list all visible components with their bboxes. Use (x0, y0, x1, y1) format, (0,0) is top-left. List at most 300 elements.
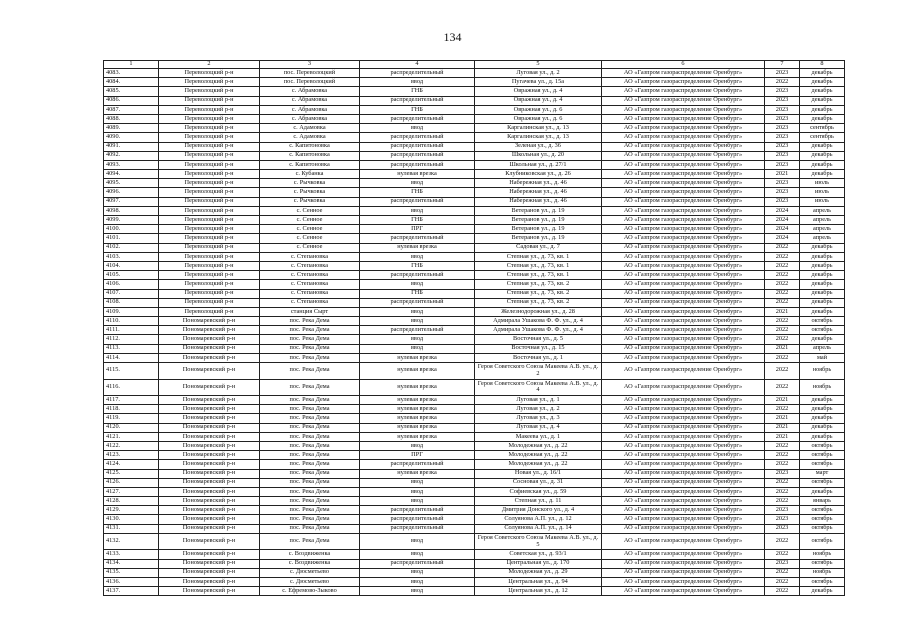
district-cell: Переволоцкий р-н (159, 179, 260, 188)
district-cell: Пономаревский р-н (159, 379, 260, 396)
organization-cell: АО «Газпром газораспределение Оренбург» (602, 587, 765, 596)
month-cell: апрель (800, 234, 845, 243)
district-cell: Переволоцкий р-н (159, 78, 260, 87)
table-row (104, 423, 845, 432)
month-cell: июль (800, 179, 845, 188)
month-cell: декабрь (800, 142, 845, 151)
district-cell: Пономаревский р-н (159, 405, 260, 414)
month-cell: ноябрь (800, 550, 845, 559)
locality-cell: с. Капитоновка (260, 151, 360, 160)
locality-cell: с. Капитоновка (260, 142, 360, 151)
connection-type-cell: распределительный (360, 133, 475, 142)
row-number-cell: 4110. (104, 317, 159, 326)
month-cell: декабрь (800, 280, 845, 289)
month-cell: апрель (800, 216, 845, 225)
organization-cell: АО «Газпром газораспределение Оренбург» (602, 344, 765, 353)
table-row (104, 133, 845, 142)
locality-cell: с. Кубанка (260, 170, 360, 179)
connection-type-cell: распределительный (360, 96, 475, 105)
row-number-cell: 4085. (104, 87, 159, 96)
district-cell: Переволоцкий р-н (159, 252, 260, 261)
district-cell: Пономаревский р-н (159, 469, 260, 478)
district-cell: Пономаревский р-н (159, 423, 260, 432)
connection-type-cell: ГНБ (360, 289, 475, 298)
year-cell: 2023 (765, 515, 800, 524)
table-row (104, 396, 845, 405)
locality-cell: с. Сенное (260, 234, 360, 243)
district-cell: Пономаревский р-н (159, 344, 260, 353)
row-number-cell: 4121. (104, 432, 159, 441)
year-cell: 2024 (765, 234, 800, 243)
month-cell: декабрь (800, 405, 845, 414)
table-row (104, 577, 845, 586)
organization-cell: АО «Газпром газораспределение Оренбург» (602, 151, 765, 160)
locality-cell: пос. Река Дема (260, 405, 360, 414)
district-cell: Пономаревский р-н (159, 353, 260, 362)
organization-cell: АО «Газпром газораспределение Оренбург» (602, 133, 765, 142)
year-cell: 2023 (765, 133, 800, 142)
month-cell: декабрь (800, 414, 845, 423)
locality-cell: с. Адамовка (260, 133, 360, 142)
year-cell: 2022 (765, 326, 800, 335)
year-cell: 2022 (765, 78, 800, 87)
organization-cell: АО «Газпром газораспределение Оренбург» (602, 197, 765, 206)
address-cell: Молодежная ул., д. 22 (475, 451, 602, 460)
organization-cell: АО «Газпром газораспределение Оренбург» (602, 577, 765, 586)
district-cell: Переволоцкий р-н (159, 114, 260, 123)
table-row (104, 478, 845, 487)
connection-type-cell: ввод (360, 344, 475, 353)
month-cell: декабрь (800, 151, 845, 160)
table-row (104, 379, 845, 396)
row-number-cell: 4103. (104, 252, 159, 261)
year-cell: 2023 (765, 96, 800, 105)
locality-cell: с. Ефремово-Зыково (260, 587, 360, 596)
month-cell: декабрь (800, 243, 845, 252)
organization-cell: АО «Газпром газораспределение Оренбург» (602, 206, 765, 215)
organization-cell: АО «Газпром газораспределение Оренбург» (602, 460, 765, 469)
district-cell: Переволоцкий р-н (159, 124, 260, 133)
locality-cell: пос. Река Дема (260, 396, 360, 405)
connection-type-cell: ввод (360, 307, 475, 316)
month-cell: декабрь (800, 423, 845, 432)
district-cell: Переволоцкий р-н (159, 188, 260, 197)
district-cell: Пономаревский р-н (159, 487, 260, 496)
district-cell: Переволоцкий р-н (159, 216, 260, 225)
locality-cell: пос. Река Дема (260, 432, 360, 441)
locality-cell: с. Капитоновка (260, 160, 360, 169)
table-row (104, 405, 845, 414)
organization-cell: АО «Газпром газораспределение Оренбург» (602, 142, 765, 151)
locality-cell: с. Абрамовка (260, 87, 360, 96)
address-cell: Макеева ул., д. 1 (475, 432, 602, 441)
month-cell: декабрь (800, 307, 845, 316)
locality-cell: пос. Переволоцкий (260, 78, 360, 87)
address-cell: Клубниковская ул., д. 26 (475, 170, 602, 179)
organization-cell: АО «Газпром газораспределение Оренбург» (602, 451, 765, 460)
connection-type-cell: ввод (360, 280, 475, 289)
connection-type-cell: ввод (360, 179, 475, 188)
organization-cell: АО «Газпром газораспределение Оренбург» (602, 441, 765, 450)
address-cell: Зеленая ул., д. 36 (475, 142, 602, 151)
header-cell: 1 (104, 61, 159, 69)
year-cell: 2024 (765, 225, 800, 234)
year-cell: 2023 (765, 559, 800, 568)
connection-type-cell: распределительный (360, 160, 475, 169)
organization-cell: АО «Газпром газораспределение Оренбург» (602, 559, 765, 568)
row-number-cell: 4102. (104, 243, 159, 252)
organization-cell: АО «Газпром газораспределение Оренбург» (602, 225, 765, 234)
connection-type-cell: ПРГ (360, 225, 475, 234)
organization-cell: АО «Газпром газораспределение Оренбург» (602, 160, 765, 169)
row-number-cell: 4122. (104, 441, 159, 450)
table-row (104, 96, 845, 105)
year-cell: 2023 (765, 179, 800, 188)
organization-cell: АО «Газпром газораспределение Оренбург» (602, 550, 765, 559)
table-row (104, 206, 845, 215)
address-cell: Овражная ул., д. 6 (475, 105, 602, 114)
connection-type-cell: нулевая врезка (360, 379, 475, 396)
address-cell: Луговая ул., д. 1 (475, 396, 602, 405)
year-cell: 2022 (765, 441, 800, 450)
district-cell: Переволоцкий р-н (159, 289, 260, 298)
address-cell: Героя Советского Союза Макеева А.В. ул., д. 5 (475, 533, 602, 550)
year-cell: 2022 (765, 335, 800, 344)
year-cell: 2023 (765, 188, 800, 197)
connection-type-cell: ГНБ (360, 105, 475, 114)
locality-cell: с. Дюсметьево (260, 577, 360, 586)
district-cell: Пономаревский р-н (159, 524, 260, 533)
address-cell: Каргалинская ул., д. 13 (475, 124, 602, 133)
address-cell: Молодежная ул., д. 22 (475, 460, 602, 469)
district-cell: Пономаревский р-н (159, 497, 260, 506)
address-cell: Луговая ул., д. 4 (475, 423, 602, 432)
locality-cell: с. Степановка (260, 280, 360, 289)
organization-cell: АО «Газпром газораспределение Оренбург» (602, 124, 765, 133)
organization-cell: АО «Газпром газораспределение Оренбург» (602, 216, 765, 225)
month-cell: май (800, 353, 845, 362)
year-cell: 2022 (765, 353, 800, 362)
address-cell: Ветеранов ул., д. 19 (475, 234, 602, 243)
year-cell: 2021 (765, 396, 800, 405)
connection-type-cell: ввод (360, 206, 475, 215)
table-row (104, 335, 845, 344)
row-number-cell: 4115. (104, 363, 159, 380)
year-cell: 2022 (765, 451, 800, 460)
district-cell: Переволоцкий р-н (159, 142, 260, 151)
district-cell: Переволоцкий р-н (159, 261, 260, 270)
organization-cell: АО «Газпром газораспределение Оренбург» (602, 280, 765, 289)
row-number-cell: 4095. (104, 179, 159, 188)
locality-cell: с. Воздвиженка (260, 559, 360, 568)
district-cell: Переволоцкий р-н (159, 96, 260, 105)
year-cell: 2022 (765, 243, 800, 252)
address-cell: Солуянова А.П. ул., д. 14 (475, 524, 602, 533)
address-cell: Восточная ул., д. 5 (475, 335, 602, 344)
organization-cell: АО «Газпром газораспределение Оренбург» (602, 533, 765, 550)
organization-cell: АО «Газпром газораспределение Оренбург» (602, 497, 765, 506)
month-cell: декабрь (800, 432, 845, 441)
connection-type-cell: ввод (360, 550, 475, 559)
district-cell: Пономаревский р-н (159, 568, 260, 577)
district-cell: Пономаревский р-н (159, 432, 260, 441)
month-cell: октябрь (800, 478, 845, 487)
organization-cell: АО «Газпром газораспределение Оренбург» (602, 78, 765, 87)
address-cell: Центральная ул., д. 12 (475, 587, 602, 596)
district-cell: Пономаревский р-н (159, 414, 260, 423)
connection-type-cell: распределительный (360, 69, 475, 78)
address-cell: Советская ул., д. 93/1 (475, 550, 602, 559)
connection-type-cell: ГНБ (360, 216, 475, 225)
row-number-cell: 4131. (104, 524, 159, 533)
address-cell: Адмирала Ушакова Ф. Ф. ул., д. 4 (475, 317, 602, 326)
organization-cell: АО «Газпром газораспределение Оренбург» (602, 179, 765, 188)
connection-type-cell: распределительный (360, 234, 475, 243)
address-cell: Героя Советского Союза Макеева А.В. ул., д. 2 (475, 363, 602, 380)
district-cell: Пономаревский р-н (159, 550, 260, 559)
month-cell: декабрь (800, 69, 845, 78)
year-cell: 2023 (765, 151, 800, 160)
connection-type-cell: нулевая врезка (360, 469, 475, 478)
year-cell: 2022 (765, 577, 800, 586)
district-cell: Пономаревский р-н (159, 515, 260, 524)
organization-cell: АО «Газпром газораспределение Оренбург» (602, 298, 765, 307)
address-cell: Ветеранов ул., д. 19 (475, 225, 602, 234)
address-cell: Степная ул., д. 73, кв. 1 (475, 271, 602, 280)
row-number-cell: 4091. (104, 142, 159, 151)
connection-type-cell: ввод (360, 252, 475, 261)
locality-cell: пос. Река Дема (260, 524, 360, 533)
row-number-cell: 4132. (104, 533, 159, 550)
address-cell: Набережная ул., д. 46 (475, 179, 602, 188)
table-row (104, 559, 845, 568)
address-cell: Степная ул., д. 73, кв. 1 (475, 261, 602, 270)
month-cell: октябрь (800, 577, 845, 586)
district-cell: Пономаревский р-н (159, 587, 260, 596)
row-number-cell: 4134. (104, 559, 159, 568)
locality-cell: пос. Река Дема (260, 353, 360, 362)
locality-cell: пос. Река Дема (260, 317, 360, 326)
locality-cell: с. Рычковка (260, 188, 360, 197)
row-number-cell: 4112. (104, 335, 159, 344)
month-cell: октябрь (800, 515, 845, 524)
month-cell: апрель (800, 225, 845, 234)
connection-type-cell: нулевая врезка (360, 170, 475, 179)
month-cell: октябрь (800, 326, 845, 335)
header-cell: 5 (475, 61, 602, 69)
row-number-cell: 4116. (104, 379, 159, 396)
row-number-cell: 4097. (104, 197, 159, 206)
organization-cell: АО «Газпром газораспределение Оренбург» (602, 396, 765, 405)
row-number-cell: 4119. (104, 414, 159, 423)
row-number-cell: 4083. (104, 69, 159, 78)
year-cell: 2022 (765, 280, 800, 289)
month-cell: октябрь (800, 317, 845, 326)
row-number-cell: 4084. (104, 78, 159, 87)
row-number-cell: 4118. (104, 405, 159, 414)
address-cell: Степная ул., д. 73, кв. 1 (475, 252, 602, 261)
connection-type-cell: распределительный (360, 506, 475, 515)
address-cell: Ветеранов ул., д. 19 (475, 206, 602, 215)
table-row (104, 568, 845, 577)
year-cell: 2022 (765, 261, 800, 270)
row-number-cell: 4137. (104, 587, 159, 596)
locality-cell: пос. Река Дема (260, 423, 360, 432)
district-cell: Переволоцкий р-н (159, 87, 260, 96)
connection-type-cell: нулевая врезка (360, 353, 475, 362)
district-cell: Пономаревский р-н (159, 460, 260, 469)
connection-type-cell: распределительный (360, 515, 475, 524)
month-cell: октябрь (800, 451, 845, 460)
organization-cell: АО «Газпром газораспределение Оренбург» (602, 105, 765, 114)
connection-type-cell: ПРГ (360, 451, 475, 460)
table-row (104, 506, 845, 515)
locality-cell: с. Степановка (260, 261, 360, 270)
row-number-cell: 4135. (104, 568, 159, 577)
connection-type-cell: распределительный (360, 326, 475, 335)
month-cell: сентябрь (800, 133, 845, 142)
locality-cell: с. Абрамовка (260, 96, 360, 105)
year-cell: 2022 (765, 478, 800, 487)
locality-cell: пос. Река Дема (260, 414, 360, 423)
locality-cell: пос. Река Дема (260, 487, 360, 496)
locality-cell: пос. Река Дема (260, 515, 360, 524)
row-number-cell: 4088. (104, 114, 159, 123)
locality-cell: с. Абрамовка (260, 114, 360, 123)
locality-cell: пос. Река Дема (260, 451, 360, 460)
row-number-cell: 4111. (104, 326, 159, 335)
month-cell: июль (800, 188, 845, 197)
month-cell: декабрь (800, 271, 845, 280)
month-cell: январь (800, 497, 845, 506)
district-cell: Пономаревский р-н (159, 441, 260, 450)
month-cell: декабрь (800, 261, 845, 270)
locality-cell: пос. Река Дема (260, 344, 360, 353)
table-row (104, 451, 845, 460)
connection-type-cell: нулевая врезка (360, 423, 475, 432)
table-row (104, 307, 845, 316)
address-cell: Восточная ул., д. 15 (475, 344, 602, 353)
month-cell: декабрь (800, 298, 845, 307)
organization-cell: АО «Газпром газораспределение Оренбург» (602, 379, 765, 396)
organization-cell: АО «Газпром газораспределение Оренбург» (602, 506, 765, 515)
district-cell: Пономаревский р-н (159, 577, 260, 586)
connection-type-cell: нулевая врезка (360, 432, 475, 441)
locality-cell: с. Дюсметьево (260, 568, 360, 577)
locality-cell: с. Сенное (260, 216, 360, 225)
locality-cell: с. Сенное (260, 243, 360, 252)
district-cell: Переволоцкий р-н (159, 151, 260, 160)
table-row (104, 87, 845, 96)
month-cell: июль (800, 197, 845, 206)
connection-type-cell: ввод (360, 577, 475, 586)
address-cell: Сосновая ул., д. 31 (475, 478, 602, 487)
address-cell: Адмирала Ушакова Ф. Ф. ул., д. 4 (475, 326, 602, 335)
district-cell: Пономаревский р-н (159, 533, 260, 550)
address-cell: Овражная ул., д. 6 (475, 114, 602, 123)
district-cell: Пономаревский р-н (159, 326, 260, 335)
district-cell: Пономаревский р-н (159, 396, 260, 405)
row-number-cell: 4090. (104, 133, 159, 142)
connection-type-cell: ГНБ (360, 188, 475, 197)
table-row (104, 78, 845, 87)
address-cell: Садовая ул., д. 7 (475, 243, 602, 252)
table-row (104, 298, 845, 307)
organization-cell: АО «Газпром газораспределение Оренбург» (602, 252, 765, 261)
table-row (104, 515, 845, 524)
year-cell: 2021 (765, 170, 800, 179)
month-cell: октябрь (800, 441, 845, 450)
year-cell: 2022 (765, 405, 800, 414)
locality-cell: с. Адамовка (260, 124, 360, 133)
month-cell: декабрь (800, 289, 845, 298)
locality-cell: с. Степановка (260, 271, 360, 280)
year-cell: 2022 (765, 298, 800, 307)
organization-cell: АО «Газпром газораспределение Оренбург» (602, 423, 765, 432)
header-row (104, 61, 845, 69)
year-cell: 2021 (765, 423, 800, 432)
year-cell: 2021 (765, 344, 800, 353)
year-cell: 2023 (765, 124, 800, 133)
table-row (104, 179, 845, 188)
connection-type-cell: ввод (360, 587, 475, 596)
month-cell: декабрь (800, 396, 845, 405)
header-cell: 7 (765, 61, 800, 69)
organization-cell: АО «Газпром газораспределение Оренбург» (602, 326, 765, 335)
connection-type-cell: распределительный (360, 559, 475, 568)
row-number-cell: 4104. (104, 261, 159, 270)
year-cell: 2023 (765, 197, 800, 206)
connection-type-cell: ввод (360, 78, 475, 87)
year-cell: 2023 (765, 105, 800, 114)
month-cell: октябрь (800, 524, 845, 533)
district-cell: Переволоцкий р-н (159, 307, 260, 316)
address-cell: Центральная ул., д. 94 (475, 577, 602, 586)
table-row (104, 344, 845, 353)
header-cell: 4 (360, 61, 475, 69)
year-cell: 2023 (765, 87, 800, 96)
row-number-cell: 4096. (104, 188, 159, 197)
table-row (104, 151, 845, 160)
row-number-cell: 4120. (104, 423, 159, 432)
year-cell: 2022 (765, 460, 800, 469)
connection-type-cell: распределительный (360, 151, 475, 160)
address-cell: Овражная ул., д. 4 (475, 96, 602, 105)
month-cell: декабрь (800, 160, 845, 169)
organization-cell: АО «Газпром газораспределение Оренбург» (602, 234, 765, 243)
district-cell: Переволоцкий р-н (159, 225, 260, 234)
organization-cell: АО «Газпром газораспределение Оренбург» (602, 261, 765, 270)
table-row (104, 587, 845, 596)
month-cell: ноябрь (800, 568, 845, 577)
month-cell: октябрь (800, 533, 845, 550)
table-row (104, 105, 845, 114)
year-cell: 2023 (765, 160, 800, 169)
locality-cell: пос. Река Дема (260, 441, 360, 450)
row-number-cell: 4098. (104, 206, 159, 215)
table-row (104, 317, 845, 326)
year-cell: 2021 (765, 432, 800, 441)
address-cell: Степная ул., д. 11 (475, 497, 602, 506)
locality-cell: пос. Река Дема (260, 326, 360, 335)
gas-connection-table (103, 60, 845, 596)
locality-cell: пос. Река Дема (260, 533, 360, 550)
header-cell: 2 (159, 61, 260, 69)
organization-cell: АО «Газпром газораспределение Оренбург» (602, 524, 765, 533)
table-row (104, 114, 845, 123)
organization-cell: АО «Газпром газораспределение Оренбург» (602, 363, 765, 380)
address-cell: Новая ул., д. 16/1 (475, 469, 602, 478)
